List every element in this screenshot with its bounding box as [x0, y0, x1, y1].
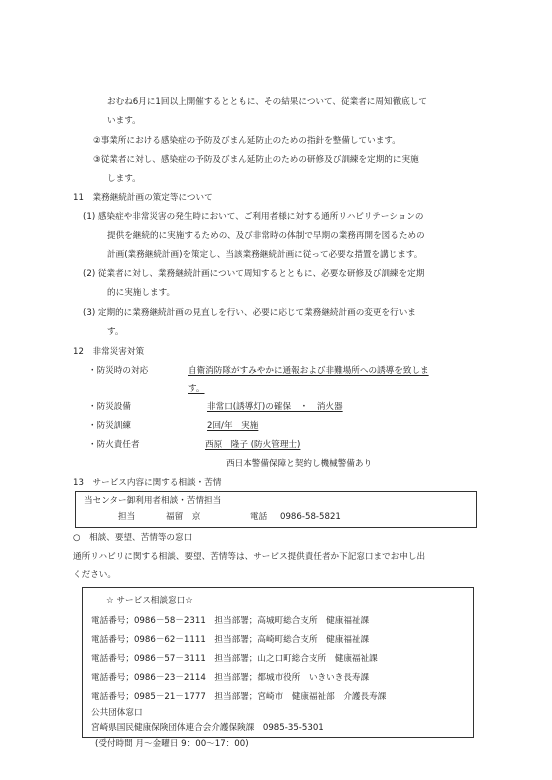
text-line: 的に実施します。	[107, 288, 176, 298]
text-line: ②事業所における感染症の予防及びまん延防止のための指針を整備しています。	[93, 136, 401, 146]
text-line: (3) 定期的に業務継続計画の見直しを行い、必要に応じて業務継続計画の変更を行いま	[83, 308, 416, 318]
text-line: ください。	[73, 570, 116, 580]
field-label: ・防災訓練	[88, 421, 131, 431]
field-label: ・防災設備	[88, 402, 131, 412]
field-value	[195, 402, 435, 413]
text-line: ③従業者に対し、感染症の予防及びまん延防止のための研修及び訓練を定期的に実施	[93, 155, 419, 165]
field-value-text: 2回/年 実施	[207, 421, 259, 431]
text-line: 計画(業務継続計画)を策定し、当該業務継続計画に従って必要な措置を講じます。	[107, 250, 423, 260]
office-hours: (受付時間 月～金曜日 9：00～17：00)	[95, 739, 249, 749]
field-value: 自衛消防隊がすみやかに通報および非難場所への誘導を致しま	[188, 366, 429, 376]
field-value-text: 西原 隆子 (防火管理士)	[205, 440, 301, 450]
contact-row: 電話番号；0985－21－1777 担当部署；宮崎市 健康福祉部 介護長寿課	[91, 692, 387, 702]
section-heading: ○ 相談、要望、苦情等の窓口	[73, 533, 193, 543]
field-label: ・防災時の対応	[88, 366, 149, 376]
field-value: す。	[188, 384, 205, 394]
section-heading: 13 サービス内容に関する相談・苦情	[73, 478, 222, 488]
public-title: 公共団体窓口	[91, 708, 143, 718]
box-title: ☆ サービス相談窓口☆	[106, 596, 193, 606]
field-value-text: 非常口(誘導灯)の確保 ・ 消火器	[207, 402, 343, 412]
text-line: します。	[107, 174, 141, 184]
contact-row: 電話番号；0986－57－3111 担当部署；山之口町総合支所 健康福祉課	[91, 654, 378, 664]
contact-name: 福留 京	[166, 512, 201, 522]
contact-row: 電話番号；0986－23－2114 担当部署；都城市役所 いきいき長寿課	[91, 673, 370, 683]
text-line: 西日本警備保障と契約し機械警備あり	[226, 459, 373, 469]
text-line: (1) 感染症や非常災害の発生時において、ご利用者様に対する通所リハビリテーションの	[83, 212, 424, 222]
contact-row: 電話番号；0986－62－1111 担当部署；高崎町総合支所 健康福祉課	[91, 635, 370, 645]
text-line: おむね6月に1回以上開催するとともに、その結果について、従業者に周知徹底して	[107, 97, 427, 107]
text-line: す。	[107, 327, 124, 337]
field-label: ・防火責任者	[88, 440, 140, 450]
text-line: (2) 従業者に対し、業務継続計画について周知するとともに、必要な研修及び訓練を定期	[83, 269, 425, 279]
section-heading: 11 業務継続計画の策定等について	[73, 193, 213, 203]
field-value	[195, 440, 355, 451]
text-line: 提供を継続的に実施するための、及び非常時の体制で早期の業務再開を図るための	[107, 231, 425, 241]
contact-row: 電話番号；0986－58－2311 担当部署；高城町総合支所 健康福祉課	[91, 616, 370, 626]
text-line: います。	[107, 116, 141, 126]
phone-label: 電話	[250, 512, 268, 522]
phone-number: 0986-58-5821	[280, 512, 341, 522]
field-value	[195, 421, 315, 432]
text-line: 当センター御利用者相談・苦情担当	[84, 496, 222, 506]
contact-label: 担当	[118, 512, 136, 522]
text-line: 通所リハビリに関する相談、要望、苦情等は、サービス提供責任者か下記窓口までお申し出	[73, 552, 426, 562]
public-contact: 宮崎県国民健康保険団体連合会介護保険課 0985-35-5301	[91, 723, 324, 733]
section-heading: 12 非常災害対策	[73, 347, 145, 357]
